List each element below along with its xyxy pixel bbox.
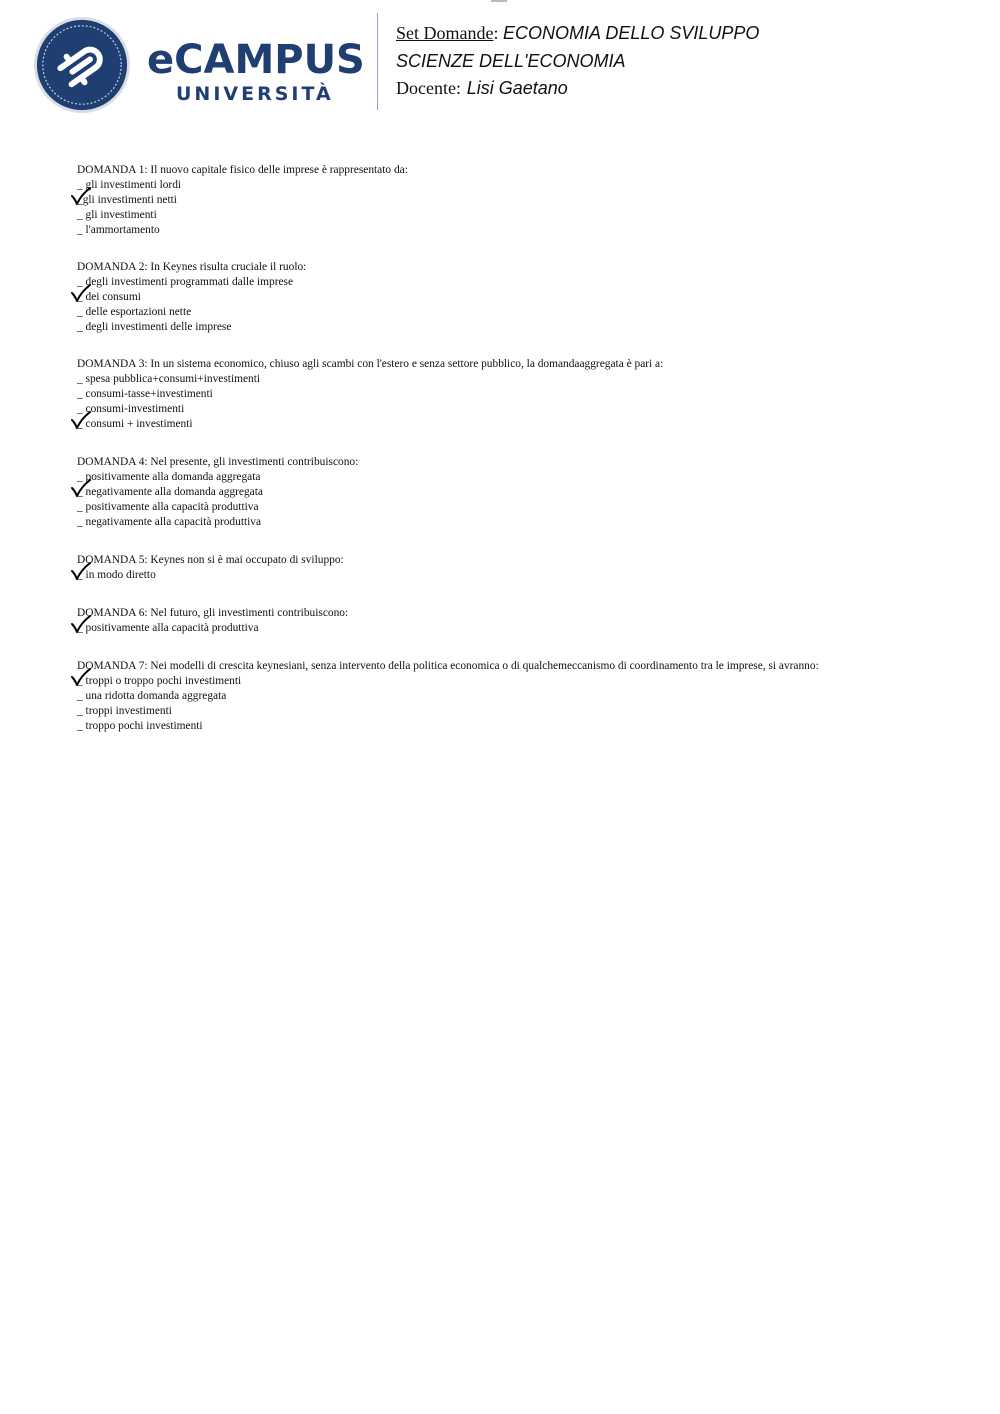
answer-option: [77, 568, 977, 583]
answer-option-text: _ spesa pubblica+consumi+investimenti: [77, 373, 261, 385]
answer-option: [77, 674, 977, 689]
header-info: [396, 20, 759, 103]
question-3: [77, 357, 977, 432]
header-divider: [377, 13, 378, 110]
answer-option-text: _ dei consumi: [77, 291, 141, 303]
checkmark-icon: [71, 187, 91, 207]
question-7: [77, 659, 977, 734]
question-4: [77, 455, 977, 530]
answer-option: [77, 719, 977, 734]
checkmark-icon: [71, 615, 91, 635]
answer-option-text: _ delle esportazioni nette: [77, 306, 192, 318]
answer-option: [77, 417, 977, 432]
question-title: DOMANDA 6: Nel futuro, gli investimenti contribuiscono:: [77, 607, 349, 619]
answer-option: [77, 193, 977, 208]
logo-subtitle: UNIVERSITÀ: [176, 83, 334, 105]
answer-option-text: _ troppi o troppo pochi investimenti: [77, 675, 242, 687]
answer-option-text: _ troppi investimenti: [77, 705, 172, 717]
question-list: [77, 163, 977, 734]
document-header: [0, 0, 1000, 130]
checkmark-icon: [71, 668, 91, 688]
answer-option: [77, 704, 977, 719]
faculty-name: SCIENZE DELL'ECONOMIA: [396, 50, 626, 71]
answer-option: [77, 515, 977, 530]
answer-option: [77, 402, 977, 417]
checkmark-icon: [71, 562, 91, 582]
logo-wordmark: eCAMPUS: [147, 37, 365, 83]
set-label: Set Domande: [396, 23, 494, 43]
question-5: [77, 553, 977, 583]
docente-label: Docente:: [396, 78, 461, 98]
answer-option: [77, 320, 977, 335]
answer-option: [77, 275, 977, 290]
question-2: [77, 260, 977, 335]
answer-option-text: _ l'ammortamento: [77, 224, 160, 236]
answer-option-text: _ positivamente alla domanda aggregata: [77, 471, 261, 483]
answer-option-text: _ negativamente alla capacità produttiva: [77, 516, 262, 528]
answer-option: [77, 621, 977, 636]
answer-option-text: _ positivamente alla capacità produttiva: [77, 622, 259, 634]
question-title: DOMANDA 7: Nei modelli di crescita keynesiani, senza intervento della politica economica o di qualchemeccanismo di coordinamento tra le imprese, si avranno:: [77, 660, 819, 672]
answer-option: [77, 290, 977, 305]
checkmark-icon: [71, 479, 91, 499]
question-title: DOMANDA 4: Nel presente, gli investimenti contribuiscono:: [77, 456, 359, 468]
answer-option-text: _ gli investimenti lordi: [77, 179, 182, 191]
answer-option-text: _ troppo pochi investimenti: [77, 720, 203, 732]
answer-option-text: _ gli investimenti: [77, 209, 157, 221]
answer-option-text: _ positivamente alla capacità produttiva: [77, 501, 259, 513]
question-title: DOMANDA 5: Keynes non si è mai occupato di sviluppo:: [77, 554, 344, 566]
question-title: DOMANDA 2: In Keynes risulta cruciale il ruolo:: [77, 261, 307, 273]
answer-option: [77, 500, 977, 515]
answer-option-text: _ degli investimenti delle imprese: [77, 321, 232, 333]
answer-option-text: _ consumi + investimenti: [77, 418, 193, 430]
answer-option-text: _ consumi-investimenti: [77, 403, 185, 415]
docente-line: [396, 75, 759, 103]
question-title: DOMANDA 1: Il nuovo capitale fisico delle imprese è rappresentato da:: [77, 164, 408, 176]
answer-option: [77, 223, 977, 238]
answer-option: [77, 372, 977, 387]
answer-option-text: _ degli investimenti programmati dalle imprese: [77, 276, 294, 288]
faculty-line: [396, 48, 759, 76]
answer-option: [77, 387, 977, 402]
answer-option: [77, 208, 977, 223]
answer-option: [77, 470, 977, 485]
ecampus-seal-icon: [33, 16, 131, 114]
question-title: DOMANDA 3: In un sistema economico, chiuso agli scambi con l'estero e senza settore pubblico, la domandaaggregata è pari a:: [77, 358, 664, 370]
answer-option-text: _ negativamente alla domanda aggregata: [77, 486, 263, 498]
set-line: Set Domande: ECONOMIA DELLO SVILUPPO: [396, 23, 760, 43]
checkmark-icon: [71, 284, 91, 304]
course-name: ECONOMIA DELLO SVILUPPO: [503, 23, 760, 43]
question-6: [77, 606, 977, 636]
answer-option: [77, 178, 977, 193]
checkmark-icon: [71, 411, 91, 431]
answer-option: [77, 689, 977, 704]
answer-option-text: _ consumi-tasse+investimenti: [77, 388, 213, 400]
answer-option-text: _ una ridotta domanda aggregata: [77, 690, 227, 702]
question-1: [77, 163, 977, 238]
answer-option-text: _gli investimenti netti: [77, 194, 177, 206]
docente-name: Lisi Gaetano: [466, 78, 568, 98]
answer-option: [77, 485, 977, 500]
answer-option: [77, 305, 977, 320]
answer-option-text: _ in modo diretto: [77, 569, 156, 581]
